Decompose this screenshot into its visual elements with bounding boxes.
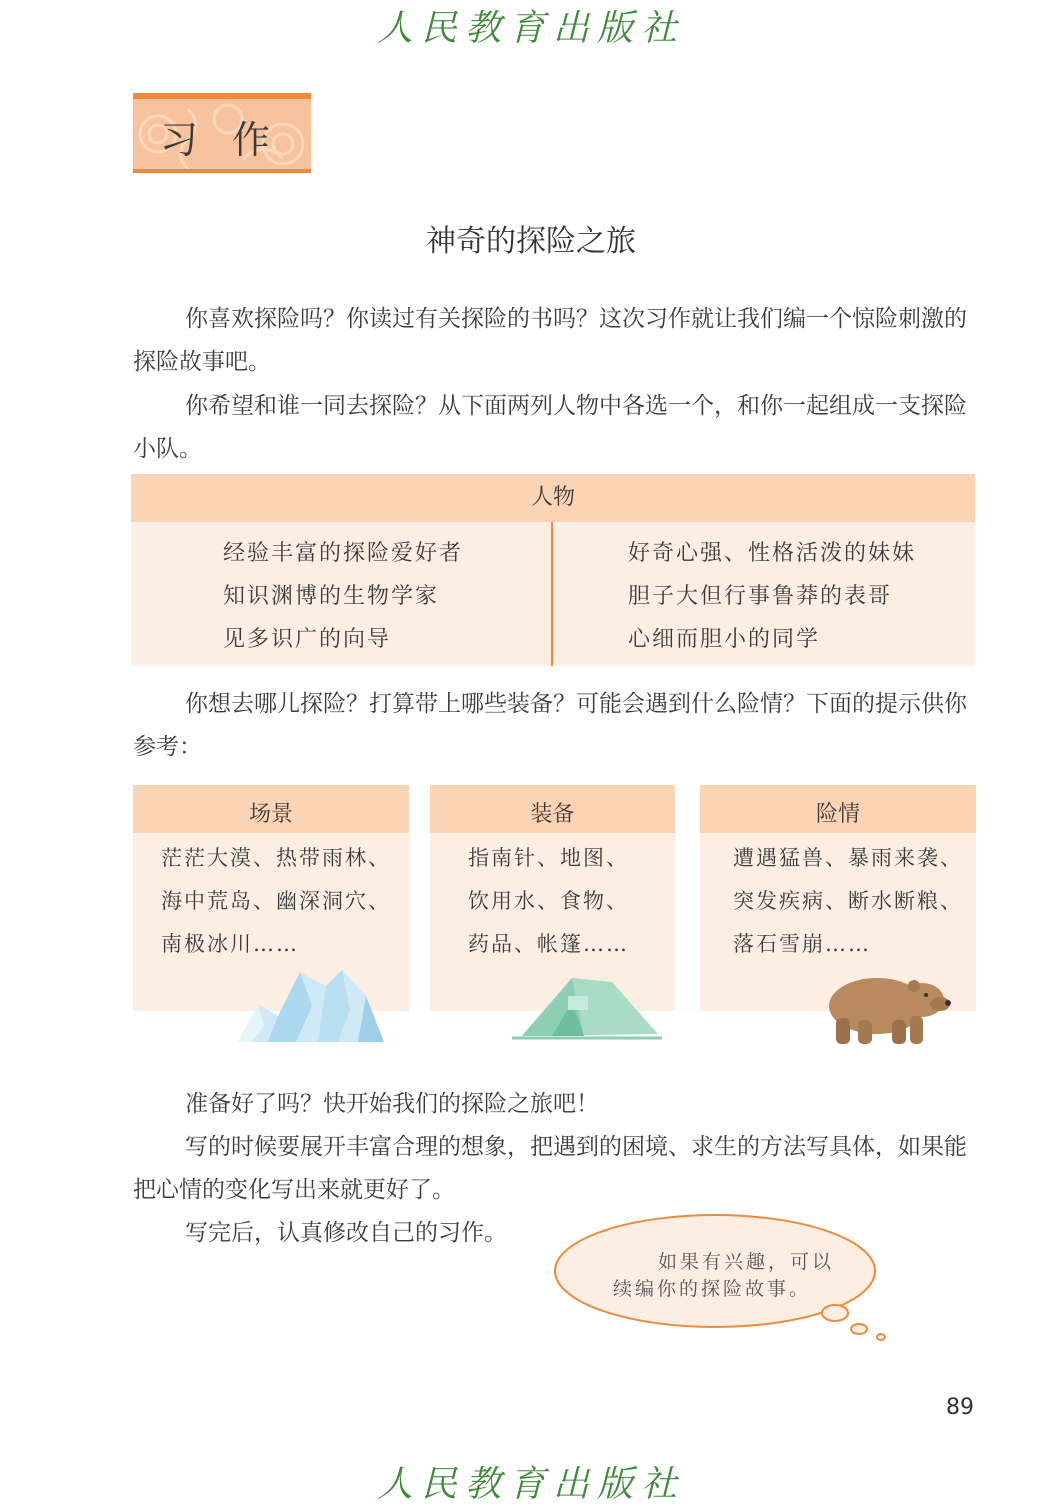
thought-bubble bbox=[553, 1213, 893, 1347]
paragraph-revise: 写完后，认真修改自己的习作。 bbox=[185, 1220, 507, 1246]
page-title: 神奇的探险之旅 bbox=[426, 224, 636, 259]
scene-header: 场景 bbox=[133, 785, 409, 833]
list-item: 见多识广的向导 bbox=[223, 627, 392, 652]
list-item: 知识渊博的生物学家 bbox=[223, 584, 440, 609]
list-item: 落石雪崩…… bbox=[733, 932, 871, 956]
gear-header: 装备 bbox=[430, 785, 675, 833]
paragraph-prompt: 你想去哪儿探险？打算带上哪些装备？可能会遇到什么险情？下面的提示供你参考： bbox=[133, 691, 967, 760]
bubble-text-line1: 如果有兴趣，可以 bbox=[658, 1251, 835, 1273]
paragraph-intro: 你喜欢探险吗？你读过有关探险的书吗？这次习作就让我们编一个惊险刺激的探险故事吧。 bbox=[133, 306, 967, 375]
danger-header: 险情 bbox=[700, 785, 976, 833]
section-tag bbox=[133, 93, 311, 173]
characters-table bbox=[131, 474, 975, 666]
list-item: 心细而胆小的同学 bbox=[628, 627, 821, 652]
bear-illustration bbox=[822, 970, 952, 1046]
list-item: 指南针、地图、 bbox=[468, 846, 629, 870]
list-item: 经验丰富的探险爱好者 bbox=[223, 541, 464, 566]
list-item: 胆子大但行事鲁莽的表哥 bbox=[628, 584, 893, 609]
paragraph-ready: 准备好了吗？快开始我们的探险之旅吧！ bbox=[185, 1091, 599, 1117]
characters-right-list bbox=[628, 532, 916, 661]
characters-left-list bbox=[223, 532, 463, 661]
list-item: 好奇心强、性格活泼的妹妹 bbox=[628, 541, 917, 566]
list-item: 药品、帐篷…… bbox=[468, 932, 629, 956]
section-tag-label: 习作 bbox=[159, 118, 304, 162]
paragraph-tips: 写的时候要展开丰富合理的想象，把遇到的困境、求生的方法写具体，如果能把心情的变化写出来就更好了。 bbox=[133, 1134, 967, 1203]
publisher-footer: 人民教育出版社 bbox=[376, 1464, 685, 1505]
list-item: 饮用水、食物、 bbox=[468, 889, 629, 913]
scene-list bbox=[161, 837, 391, 966]
list-item: 海中荒岛、幽深洞穴、 bbox=[161, 889, 391, 913]
iceberg-illustration bbox=[238, 966, 384, 1046]
danger-list bbox=[733, 837, 963, 966]
column-divider bbox=[551, 522, 553, 666]
list-item: 遭遇猛兽、暴雨来袭、 bbox=[733, 846, 963, 870]
list-item: 茫茫大漠、热带雨林、 bbox=[161, 846, 391, 870]
publisher-header: 人民教育出版社 bbox=[376, 8, 685, 49]
page-number: 89 bbox=[946, 1395, 974, 1420]
tent-illustration bbox=[512, 972, 662, 1042]
gear-list bbox=[468, 837, 629, 966]
bubble-text-line2: 续编你的探险故事。 bbox=[613, 1278, 812, 1300]
paragraph-team: 你希望和谁一同去探险？从下面两列人物中各选一个，和你一起组成一支探险小队。 bbox=[133, 393, 967, 462]
list-item: 突发疾病、断水断粮、 bbox=[733, 889, 963, 913]
list-item: 南极冰川…… bbox=[161, 932, 299, 956]
characters-header: 人物 bbox=[131, 474, 975, 522]
